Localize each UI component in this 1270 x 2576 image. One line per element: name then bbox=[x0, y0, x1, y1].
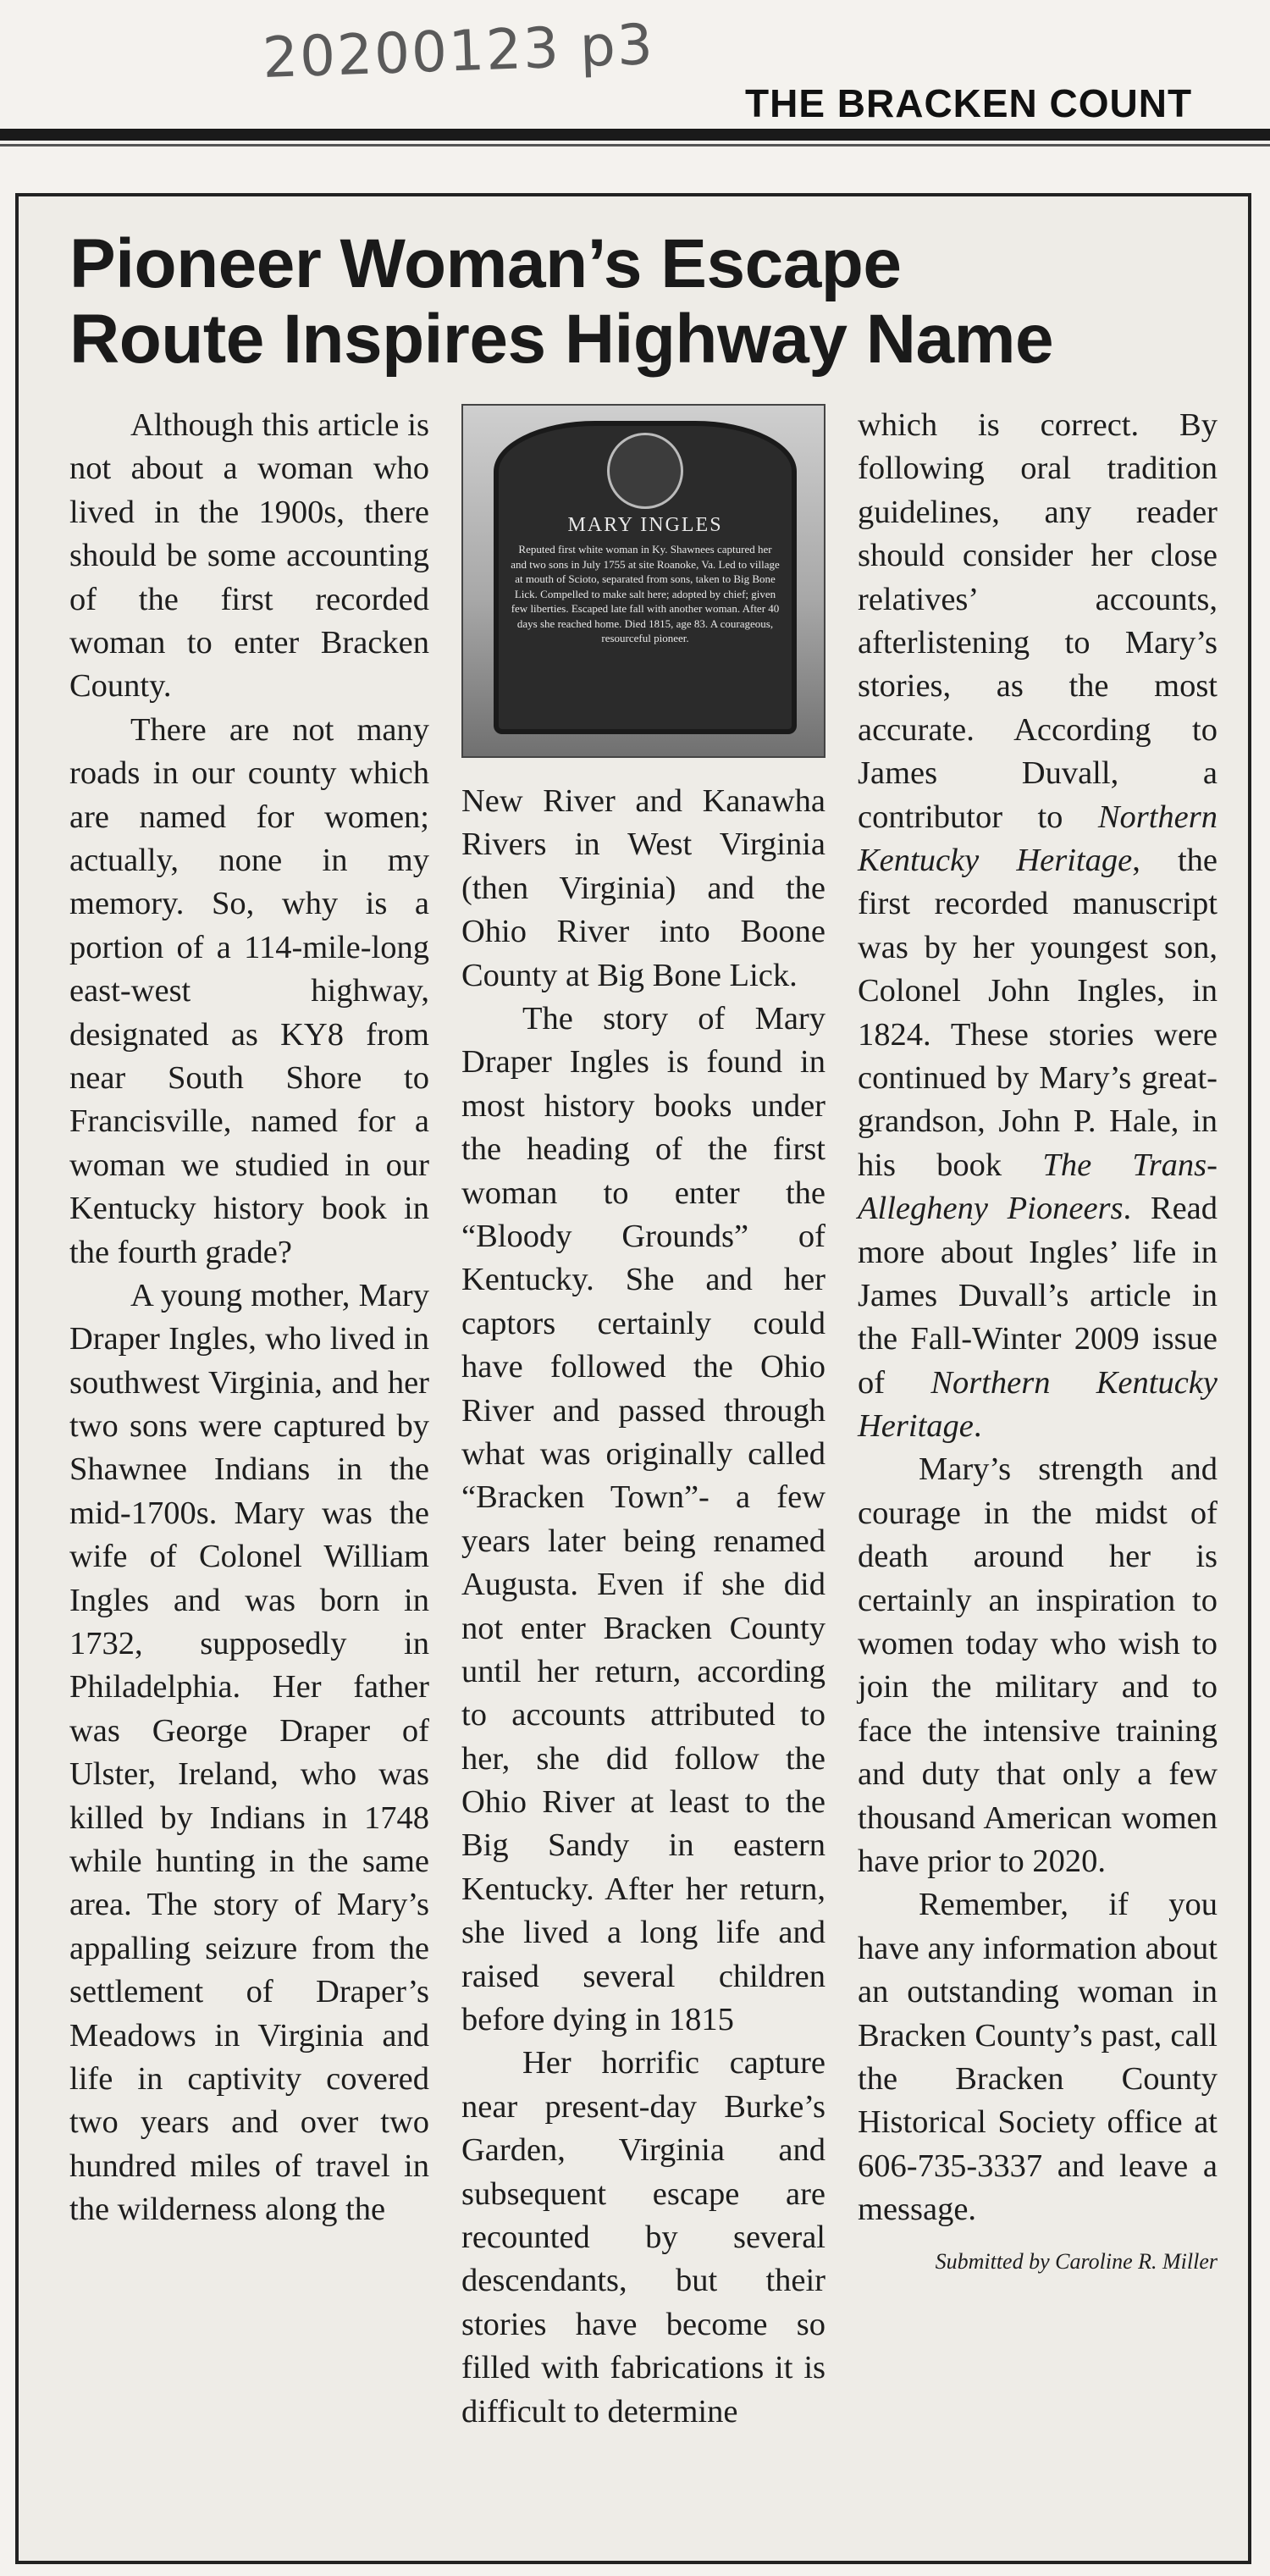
article-columns bbox=[49, 404, 1218, 2434]
text-run: , the first recorded manuscript was by her youngest son, Colonel John Ingles, in 1824. These stories were continued by Mary’s great-grandson, John P. Hale, in his book bbox=[858, 843, 1218, 1183]
newspaper-masthead: THE BRACKEN COUNT bbox=[745, 81, 1193, 125]
paragraph: There are not many roads in our county which are named for women; actually, none in my memory. So, why is a portion of a 114-mile-long east-west highway, designated as KY8 from near South Shore to Francisville, named for a woman we studied in our Kentucky history book in the fourth grade? bbox=[69, 711, 429, 1270]
text-run: which is correct. By following oral tradition guidelines, any reader should consider her close relatives’ accounts, afterlistening to Mary’s stories, as the most accurate. According to James Duvall, a contributor to bbox=[858, 407, 1218, 835]
book-title: The Trans-Allegheny Pioneers bbox=[858, 1147, 1218, 1227]
handwritten-date-note: 20200123 p3 bbox=[261, 11, 655, 91]
marker-text: Reputed first white woman in Ky. Shawnees captured her and two sons in July 1755 at site Roanoke, Va. Led to village at mouth of Scioto, separated from sons, taken to Big Bone Lick. Compelled to make salt here; adopted by chief; given few liberties. Escaped late fall with another woman. After 40 days she reached home. Died 1815, age 83. A courageous, resourceful pioneer. bbox=[511, 543, 780, 645]
article-clipping bbox=[15, 193, 1251, 2564]
column-2 bbox=[461, 404, 826, 2434]
article-headline bbox=[69, 227, 1218, 377]
kentucky-seal-icon bbox=[607, 433, 683, 509]
paragraph: The story of Mary Draper Ingles is found in most history books under the heading of the first woman to enter the “Bloody Grounds” of Kentucky. She and her captors certainly could have followed the Ohio River and passed through what was originally called “Bracken Town”- a few years later being renamed Augusta. Even if she did not enter Bracken County until her return, according to accounts attributed to her, she did follow the Ohio River at least to the Big Sandy in eastern Kentucky. After her return, she lived a long life and raised several children before dying in 1815 bbox=[461, 1001, 826, 2038]
paragraph bbox=[858, 404, 1218, 1448]
paragraph: A young mother, Mary Draper Ingles, who lived in southwest Virginia, and her two sons were captured by Shawnee Indians in the mid-1700s. Mary was the wife of Colonel William Ingles and was born in 1732, supposedly in Philadelphia. Her father was George Draper of Ulster, Ireland, who was killed by Indians in 1748 while hunting in the same area. The story of Mary’s appalling seizure from the settlement of Draper’s Meadows in Virginia and life in captivity covered two years and over two hundred miles of travel in the wilderness along the bbox=[69, 1277, 429, 2228]
publication-title: Northern Kentucky Heritage bbox=[858, 799, 1218, 878]
text-run: . Read more about Ingles’ life in James Duvall’s article in the Fall-Winter 2009 issue of bbox=[858, 1191, 1218, 1401]
text-run: . bbox=[973, 1408, 982, 1445]
historical-marker-photo bbox=[461, 404, 826, 758]
paragraph: Although this article is not about a woman who lived in the 1900s, there should be some accounting of the first recorded woman to enter Bracken County. bbox=[69, 407, 429, 705]
paragraph: New River and Kanawha Rivers in West Virginia (then Virginia) and the Ohio River into Boone County at Big Bone Lick. bbox=[461, 783, 826, 993]
paragraph: Mary’s strength and courage in the midst of death around her is certainly an inspiration to women today who wish to join the military and to face the intensive training and duty that only a few thousand American women have prior to 2020. bbox=[858, 1451, 1218, 1879]
headline-line-2: Route Inspires Highway Name bbox=[69, 300, 1054, 378]
historical-marker-sign bbox=[494, 421, 797, 734]
author-credit: Submitted by Caroline R. Miller bbox=[935, 2248, 1218, 2274]
headline-line-1: Pioneer Woman’s Escape bbox=[69, 225, 902, 302]
masthead-thin-rule bbox=[0, 144, 1270, 146]
masthead-rule bbox=[0, 129, 1270, 141]
publication-title: Northern Kentucky Heritage bbox=[858, 1364, 1218, 1445]
marker-title: MARY INGLES bbox=[567, 514, 723, 537]
paragraph: Her horrific capture near present-day Burke’s Garden, Virginia and subsequent escape are recounted by several descendants, but their stories have become so filled with fabrications it is difficult to determine bbox=[461, 2045, 826, 2430]
paragraph: Remember, if you have any information about an outstanding woman in Bracken County’s past, call the Bracken County Historical Society office at 606-735-3337 and leave a message. bbox=[858, 1887, 1218, 2228]
column-1 bbox=[69, 404, 429, 2434]
column-3 bbox=[858, 404, 1218, 2434]
